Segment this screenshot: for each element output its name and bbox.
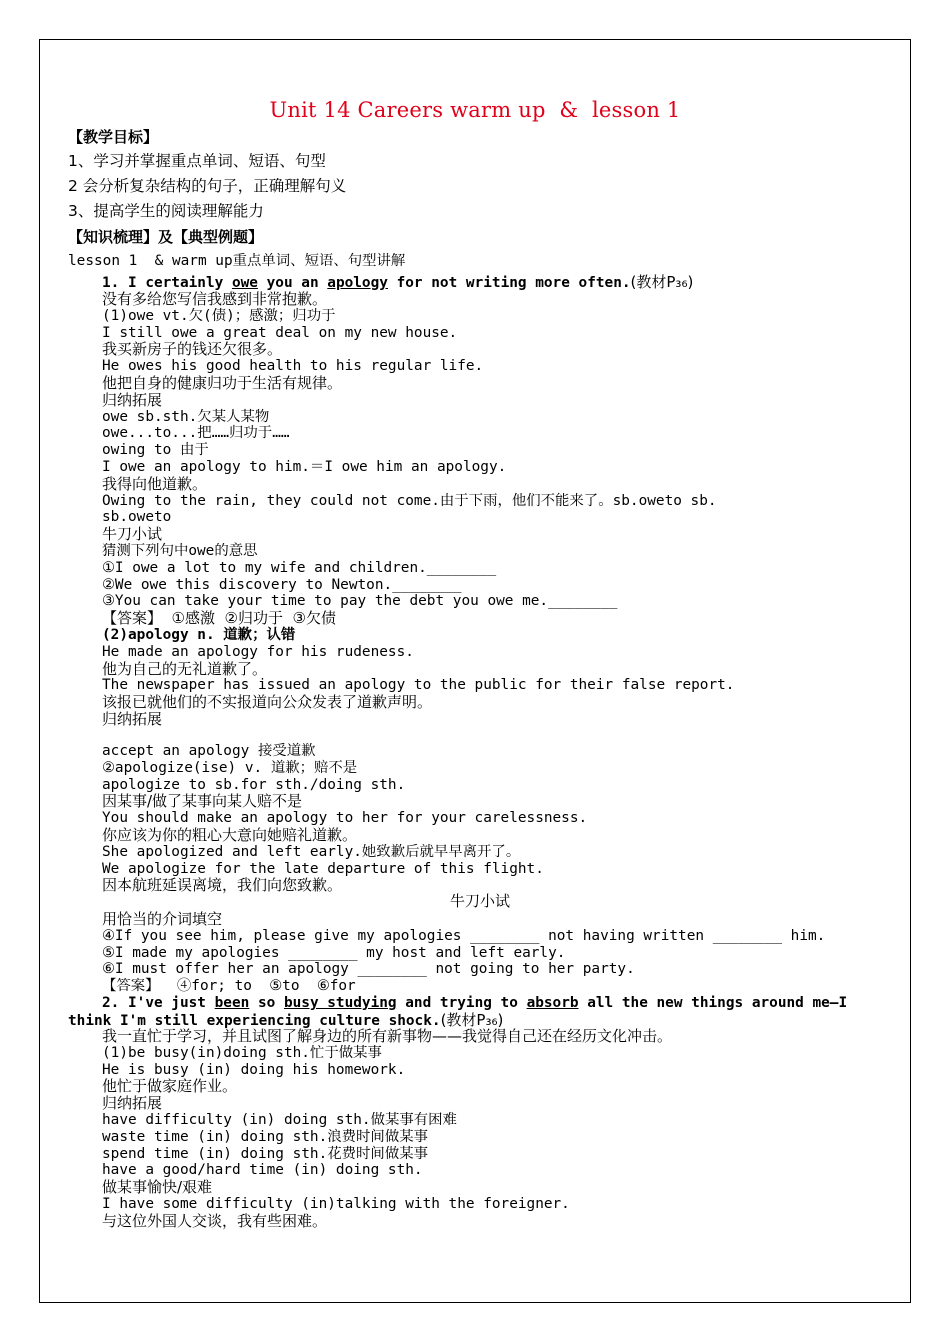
note-line: ③You can take your time to pay the debt you owe me.________ <box>102 593 618 610</box>
keyword-apology: apology <box>327 275 388 291</box>
note-line: 因某事/做了某事向某人赔不是 <box>102 792 303 811</box>
note-line: spend time (in) doing sth.花费时间做某事 <box>102 1145 428 1162</box>
note-line: waste time (in) doing sth.浪费时间做某事 <box>102 1128 428 1145</box>
note-line: The newspaper has issued an apology to the public for their false report. <box>102 677 735 694</box>
objective-item: 1、学习并掌握重点单词、短语、句型 <box>68 152 326 170</box>
note-line: 该报已就他们的不实报道向公众发表了道歉声明。 <box>102 693 433 712</box>
textbook-source: (教材P₃₆) <box>440 1011 504 1029</box>
keyword-absorb: absorb <box>526 995 579 1011</box>
note-line: owe...to...把……归功于…… <box>102 425 290 442</box>
example-sentence-2 <box>102 995 847 1012</box>
note-line: She apologized and left early.她致歉后就早早离开了。 <box>102 843 521 860</box>
note-line: 【答案】 ④for; to ⑤to ⑥for <box>102 978 356 995</box>
text-segment: 1. I certainly <box>102 275 232 291</box>
note-line: (1)owe vt.欠(债)；感激；归功于 <box>102 307 336 324</box>
page-title: Unit 14 Careers warm up & lesson 1 <box>269 98 681 122</box>
note-line: ①I owe a lot to my wife and children.________ <box>102 559 497 576</box>
note-line: 猜测下列句中owe的意思 <box>102 543 258 559</box>
note-line: I still owe a great deal on my new house. <box>102 324 458 341</box>
text-segment: all the new things around me—I <box>578 995 848 1011</box>
note-line: He made an apology for his rudeness. <box>102 643 414 660</box>
objective-item: 2 会分析复杂结构的句子，正确理解句义 <box>68 177 347 195</box>
note-line: ⑥I must offer her an apology ________ not going to her party. <box>102 961 635 978</box>
note-line: 没有多给您写信我感到非常抱歉。 <box>102 290 328 308</box>
note-line: I have some difficulty (in)talking with the foreigner. <box>102 1196 570 1212</box>
lesson-intro: lesson 1 & warm up重点单词、短语、句型讲解 <box>68 253 406 269</box>
note-line: 我一直忙于学习，并且试图了解身边的所有新事物——我觉得自己还在经历文化冲击。 <box>102 1027 673 1045</box>
note-line: ④If you see him, please give my apologies ________ not having written ________ him. <box>102 927 826 944</box>
note-line: 与这位外国人交谈，我有些困难。 <box>102 1211 328 1230</box>
keyword-busy-studying: busy studying <box>283 995 397 1011</box>
note-line: 【答案】 ①感激 ②归功于 ③欠债 <box>102 609 336 628</box>
text-segment: and trying to <box>396 995 527 1011</box>
note-line: 他把自身的健康归功于生活有规律。 <box>102 374 343 392</box>
note-line: ②We owe this discovery to Newton.________ <box>102 576 462 593</box>
note-line: 因本航班延误离境，我们向您致歉。 <box>102 876 343 895</box>
text-segment: so <box>249 995 284 1011</box>
note-line: (1)be busy(in)doing sth.忙于做某事 <box>102 1044 382 1061</box>
note-line: We apologize for the late departure of this flight. <box>102 860 544 877</box>
note-line: ②apologize(ise) v. 道歉；赔不是 <box>102 759 358 776</box>
text-segment: you an <box>257 275 328 291</box>
practice-heading: 牛刀小试 <box>449 892 510 910</box>
note-line: accept an apology 接受道歉 <box>102 743 316 759</box>
text-segment: for not writing more often. <box>387 275 631 291</box>
note-line: owe sb.sth.欠某人某物 <box>102 408 270 425</box>
note-line: Owing to the rain, they could not come.由于下雨，他们不能来了。sb.oweto sb. <box>102 492 717 509</box>
note-line: owing to 由于 <box>102 442 209 459</box>
note-line: 我得向他道歉。 <box>102 474 208 493</box>
text-segment: think I'm still experiencing culture shock. <box>68 1013 441 1029</box>
note-line: have difficulty (in) doing sth.做某事有困难 <box>102 1112 457 1128</box>
note-line: have a good/hard time (in) doing sth. <box>102 1162 423 1179</box>
note-line: 归纳拓展 <box>102 1094 163 1113</box>
objectives-heading: 【教学目标】 <box>68 128 159 146</box>
note-line: (2)apology n. 道歉；认错 <box>102 627 296 643</box>
keyword-owe: owe <box>231 275 258 291</box>
note-line: 做某事愉快/艰难 <box>102 1178 213 1197</box>
note-line: He owes his good health to his regular life. <box>102 358 484 375</box>
text-segment: 2. I've just <box>102 995 215 1011</box>
note-line: 我买新房子的钱还欠很多。 <box>102 340 283 359</box>
note-line: 你应该为你的粗心大意向她赔礼道歉。 <box>102 826 358 844</box>
objective-item: 3、提高学生的阅读理解能力 <box>68 202 264 220</box>
note-line: 归纳拓展 <box>102 390 163 409</box>
note-line: ⑤I made my apologies ________ my host and left early. <box>102 944 566 961</box>
note-line: 用恰当的介词填空 <box>102 910 223 928</box>
note-line: apologize to sb.for sth./doing sth. <box>102 776 406 793</box>
note-line: 他为自己的无礼道歉了。 <box>102 659 268 678</box>
textbook-source: (教材P₃₆) <box>630 273 694 291</box>
knowledge-heading: 【知识梳理】及【典型例题】 <box>68 228 264 246</box>
note-line: 他忙于做家庭作业。 <box>102 1077 238 1096</box>
note-line: He is busy (in) doing his homework. <box>102 1061 406 1078</box>
note-line: 牛刀小试 <box>102 525 163 544</box>
note-line: sb.oweto <box>102 509 172 526</box>
keyword-been: been <box>214 995 250 1011</box>
note-line: You should make an apology to her for your carelessness. <box>102 810 588 827</box>
note-line: I owe an apology to him.＝I owe him an apology. <box>102 459 507 475</box>
note-line: 归纳拓展 <box>102 710 163 728</box>
